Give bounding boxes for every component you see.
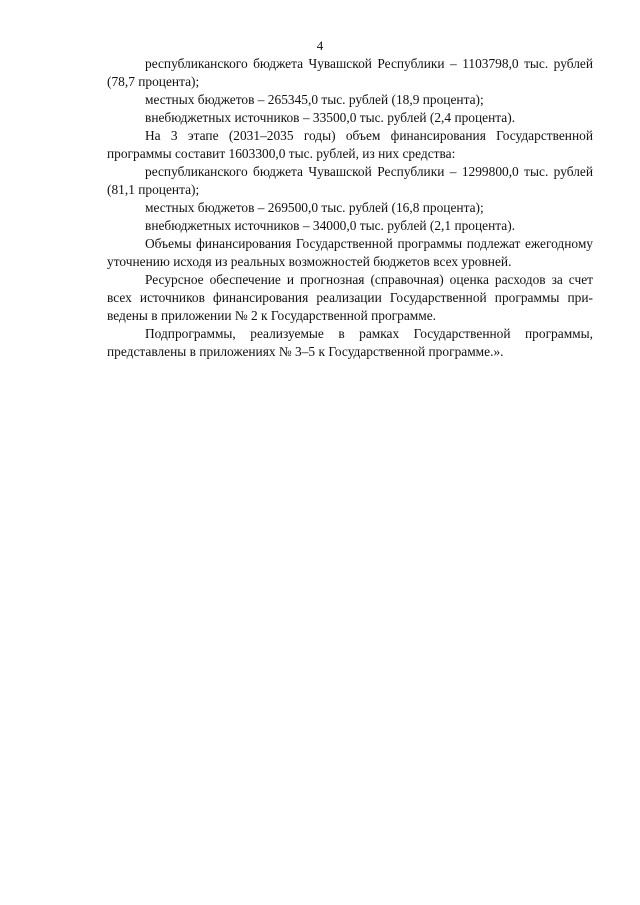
paragraph-annual-adjustment: Объемы финансирования Государственной программы подлежат ежегодному уточнению исходя из реальных возможностей бюджетов всех уровней. — [107, 236, 593, 269]
paragraph-resource-provision: Ресурсное обеспечение и прогнозная (справочная) оценка расходов за счет всех источников финансирования реализации Государственной программы приведены в приложении № 2 к Государственной программе. — [107, 272, 593, 323]
paragraph-stage3-total: На 3 этапе (2031–2035 годы) объем финансирования Государственной программы составит 1603300,0 тыс. рублей, из них средства: — [107, 128, 593, 161]
paragraph-local-budgets-stage2: местных бюджетов – 265345,0 тыс. рублей (18,9 процента); — [145, 92, 484, 107]
document-body — [107, 55, 593, 361]
paragraph-extrabudgetary-stage3: внебюджетных источников – 34000,0 тыс. рублей (2,1 процента). — [145, 218, 516, 233]
paragraph-subprograms: Подпрограммы, реализуемые в рамках Государственной программы, представлены в приложениях № 3–5 к Государственной программе.». — [107, 326, 593, 359]
page-number: 4 — [316, 38, 324, 53]
paragraph-republican-budget-stage3: республиканского бюджета Чувашской Республики – 1299800,0 тыс. рублей (81,1 процента); — [107, 164, 593, 197]
paragraph-extrabudgetary-stage2: внебюджетных источников – 33500,0 тыс. рублей (2,4 процента). — [145, 110, 516, 125]
paragraph-republican-budget-stage2: республиканского бюджета Чувашской Республики – 1103798,0 тыс. рублей (78,7 процента); — [107, 56, 593, 89]
paragraph-local-budgets-stage3: местных бюджетов – 269500,0 тыс. рублей (16,8 процента); — [145, 200, 484, 215]
